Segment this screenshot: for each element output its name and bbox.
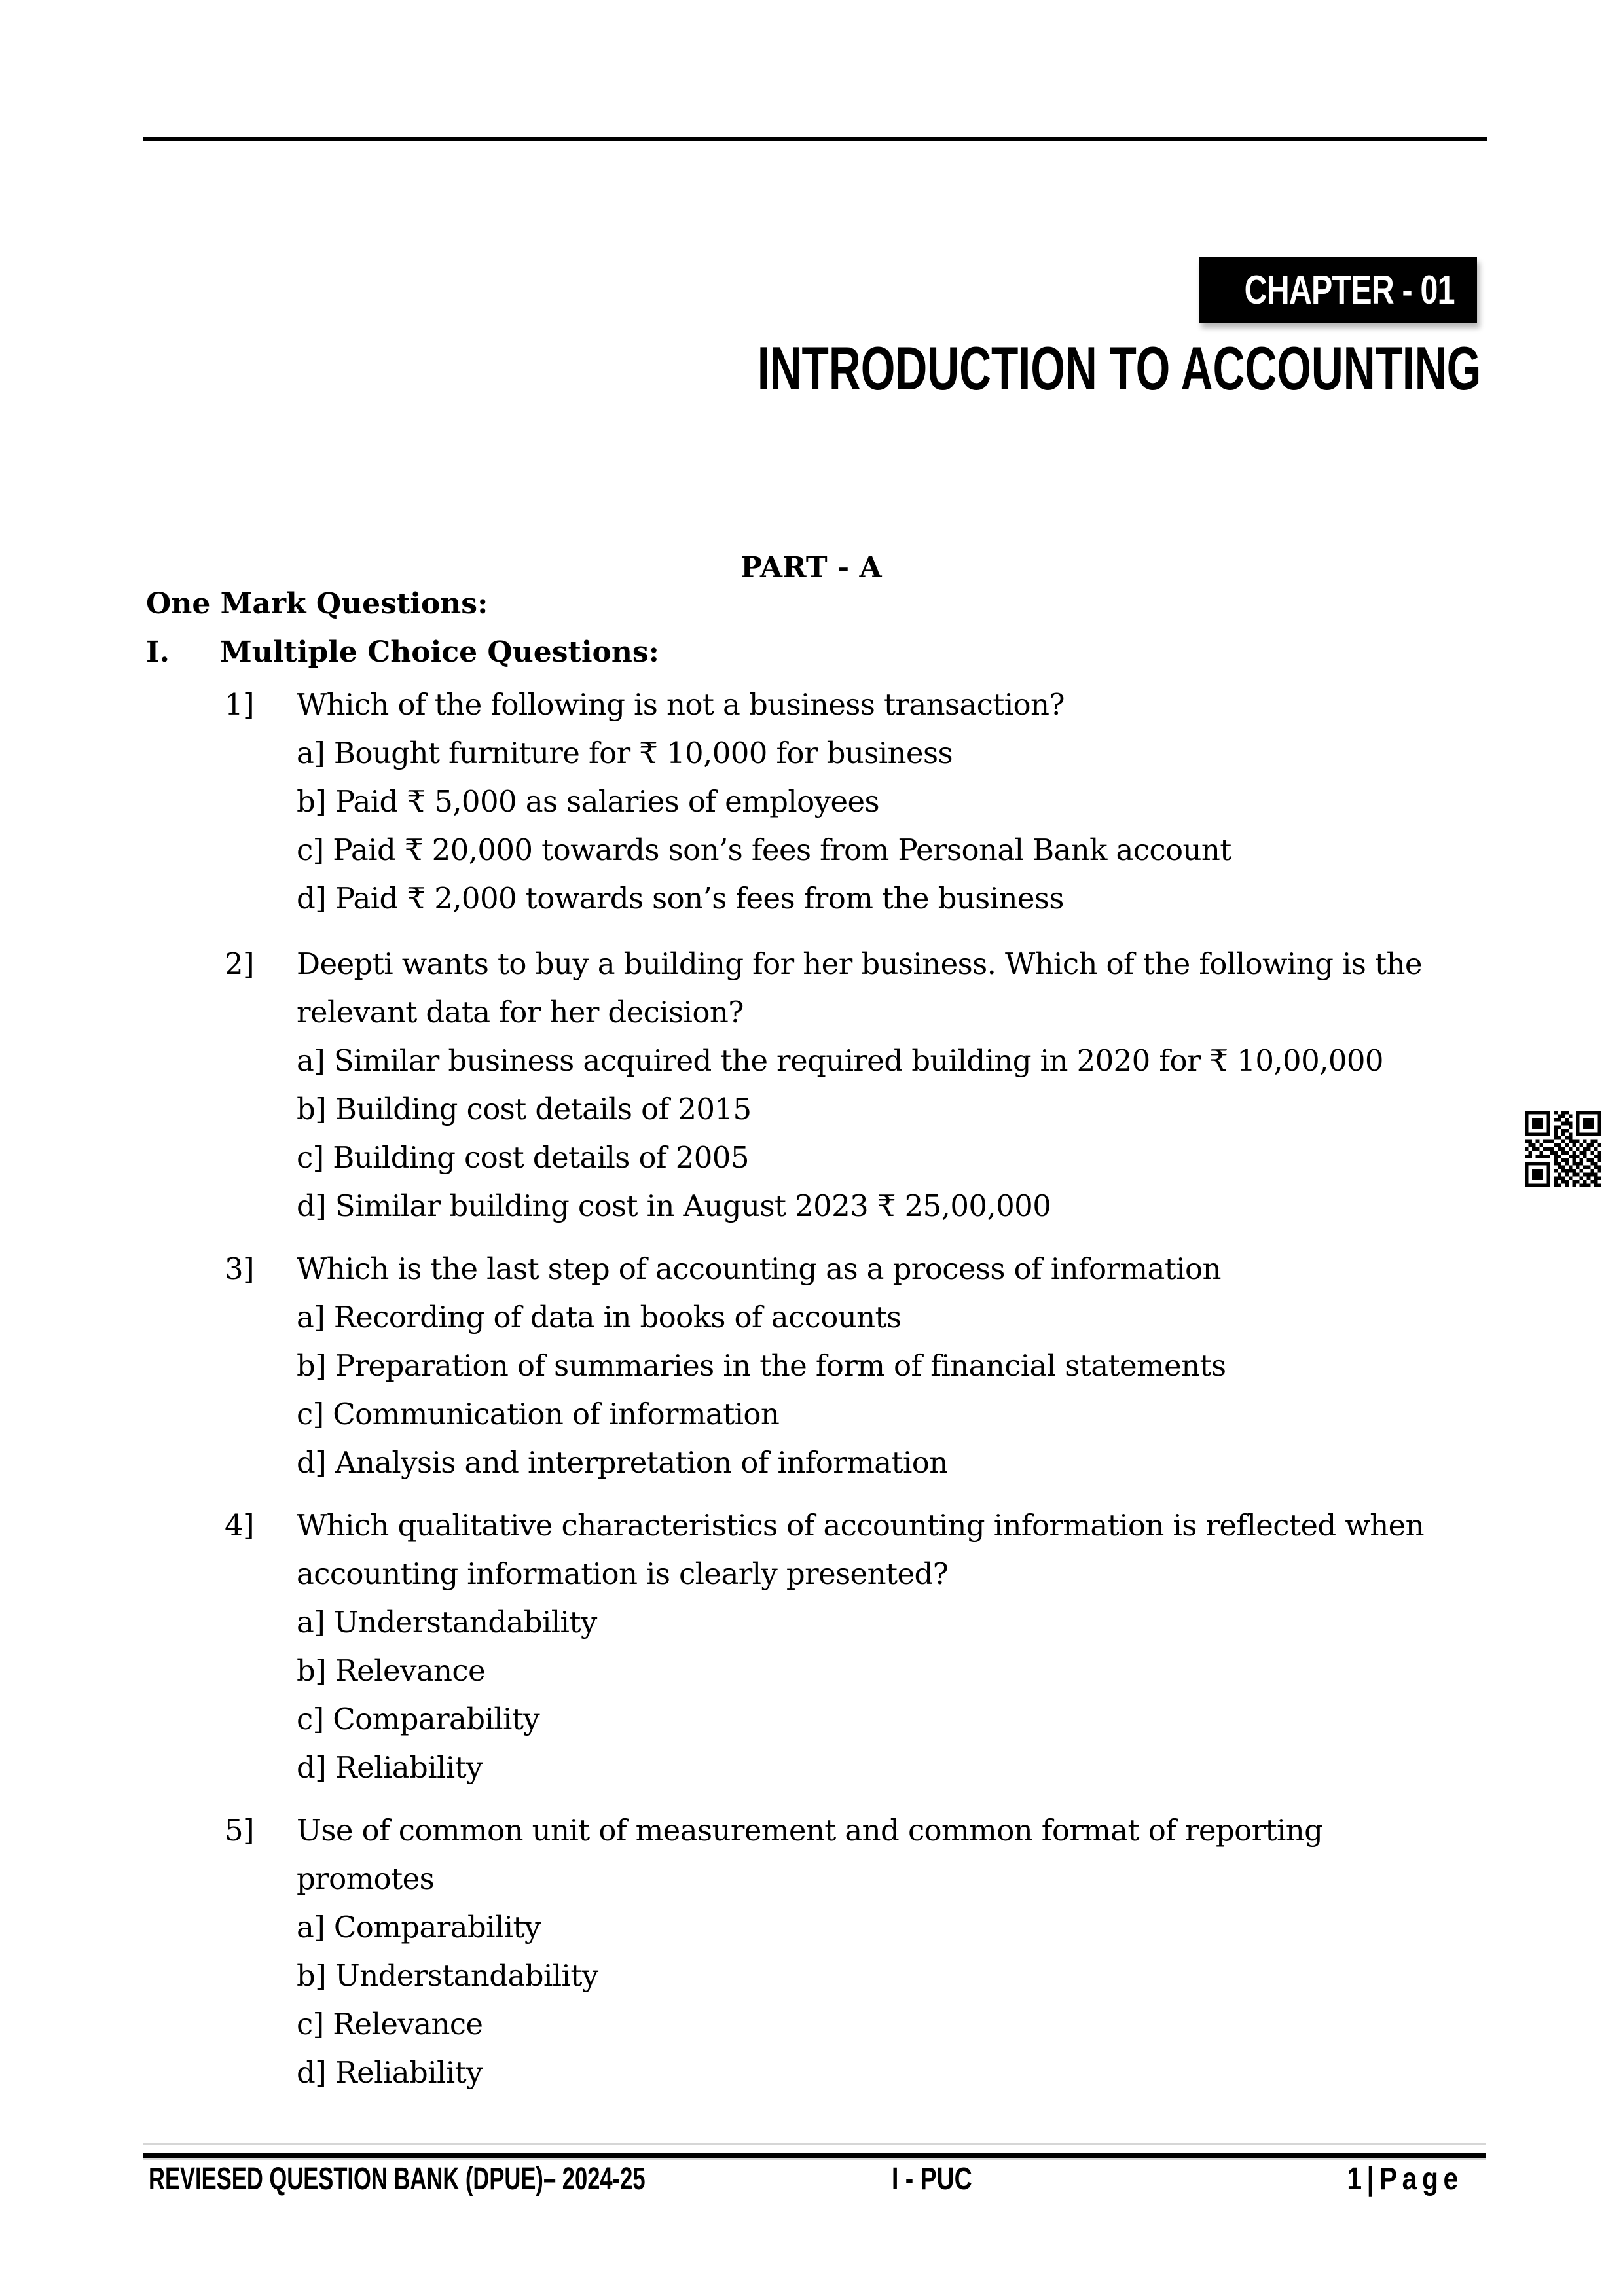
answer-option: a] Understandability — [297, 1605, 597, 1640]
subsection-number: I. — [146, 636, 170, 669]
answer-option: a] Comparability — [297, 1910, 541, 1945]
question-number: 4] — [225, 1508, 254, 1543]
page-number: 1 — [1347, 2162, 1367, 2197]
answer-option: c] Communication of information — [297, 1397, 780, 1431]
answer-option: b] Paid ₹ 5,000 as salaries of employees — [297, 784, 880, 819]
question-item — [225, 1245, 1488, 1487]
question-stem: Which is the last step of accounting as a process of information — [297, 1251, 1221, 1286]
answer-option: b] Relevance — [297, 1653, 486, 1688]
answer-option: c] Building cost details of 2005 — [297, 1140, 749, 1175]
answer-option: d] Reliability — [297, 1750, 483, 1785]
chapter-badge — [1199, 257, 1477, 323]
answer-option: a] Bought furniture for ₹ 10,000 for business — [297, 736, 953, 770]
answer-option: b] Building cost details of 2015 — [297, 1092, 752, 1126]
part-title: PART - A — [740, 551, 882, 584]
answer-option: c] Comparability — [297, 1702, 540, 1736]
footer-document-title: REVIESED QUESTION BANK (DPUE)– 2024-25 — [149, 2162, 646, 2197]
chapter-label: CHAPTER - 01 — [1244, 267, 1455, 313]
answer-option: b] Preparation of summaries in the form of financial statements — [297, 1348, 1226, 1383]
answer-option: a] Similar business acquired the required building in 2020 for ₹ 10,00,000 — [297, 1043, 1383, 1078]
footer-rule-thin — [143, 2143, 1486, 2145]
subsection-label: Multiple Choice Questions: — [220, 636, 659, 669]
question-number: 5] — [225, 1813, 254, 1848]
page-separator: | — [1366, 2162, 1379, 2197]
footer-page-indicator — [1347, 2161, 1463, 2198]
question-item — [225, 1501, 1488, 1792]
question-number: 1] — [225, 687, 254, 722]
question-item — [225, 1806, 1488, 2097]
answer-option: d] Paid ₹ 2,000 towards son’s fees from the business — [297, 881, 1064, 916]
header-rule — [143, 137, 1487, 141]
answer-option: c] Paid ₹ 20,000 towards son’s fees from Personal Bank account — [297, 833, 1231, 867]
question-stem: Which qualitative characteristics of accounting information is reflected when accounting information is clearly presented? — [297, 1508, 1425, 1591]
question-number: 3] — [225, 1251, 254, 1286]
question-item — [225, 681, 1488, 923]
answer-option: d] Analysis and interpretation of information — [297, 1445, 948, 1480]
answer-option: d] Reliability — [297, 2055, 483, 2090]
question-stem: Use of common unit of measurement and common format of reporting promotes — [297, 1813, 1323, 1896]
qr-code-icon[interactable] — [1525, 1111, 1601, 1187]
answer-option: c] Relevance — [297, 2007, 483, 2041]
question-item — [225, 940, 1488, 1230]
question-stem: Which of the following is not a business transaction? — [297, 687, 1065, 722]
answer-option: a] Recording of data in books of accounts — [297, 1300, 902, 1335]
question-stem: Deepti wants to buy a building for her business. Which of the following is the relevant data for her decision? — [297, 946, 1422, 1030]
footer-rule — [143, 2153, 1486, 2158]
question-number: 2] — [225, 946, 254, 981]
chapter-title: INTRODUCTION TO ACCOUNTING — [757, 334, 1481, 403]
answer-option: b] Understandability — [297, 1958, 598, 1993]
answer-option: d] Similar building cost in August 2023 ₹ 25,00,000 — [297, 1189, 1051, 1223]
section-heading: One Mark Questions: — [146, 587, 488, 620]
page-word: Page — [1379, 2162, 1463, 2197]
footer-class-label: I - PUC — [892, 2162, 972, 2197]
